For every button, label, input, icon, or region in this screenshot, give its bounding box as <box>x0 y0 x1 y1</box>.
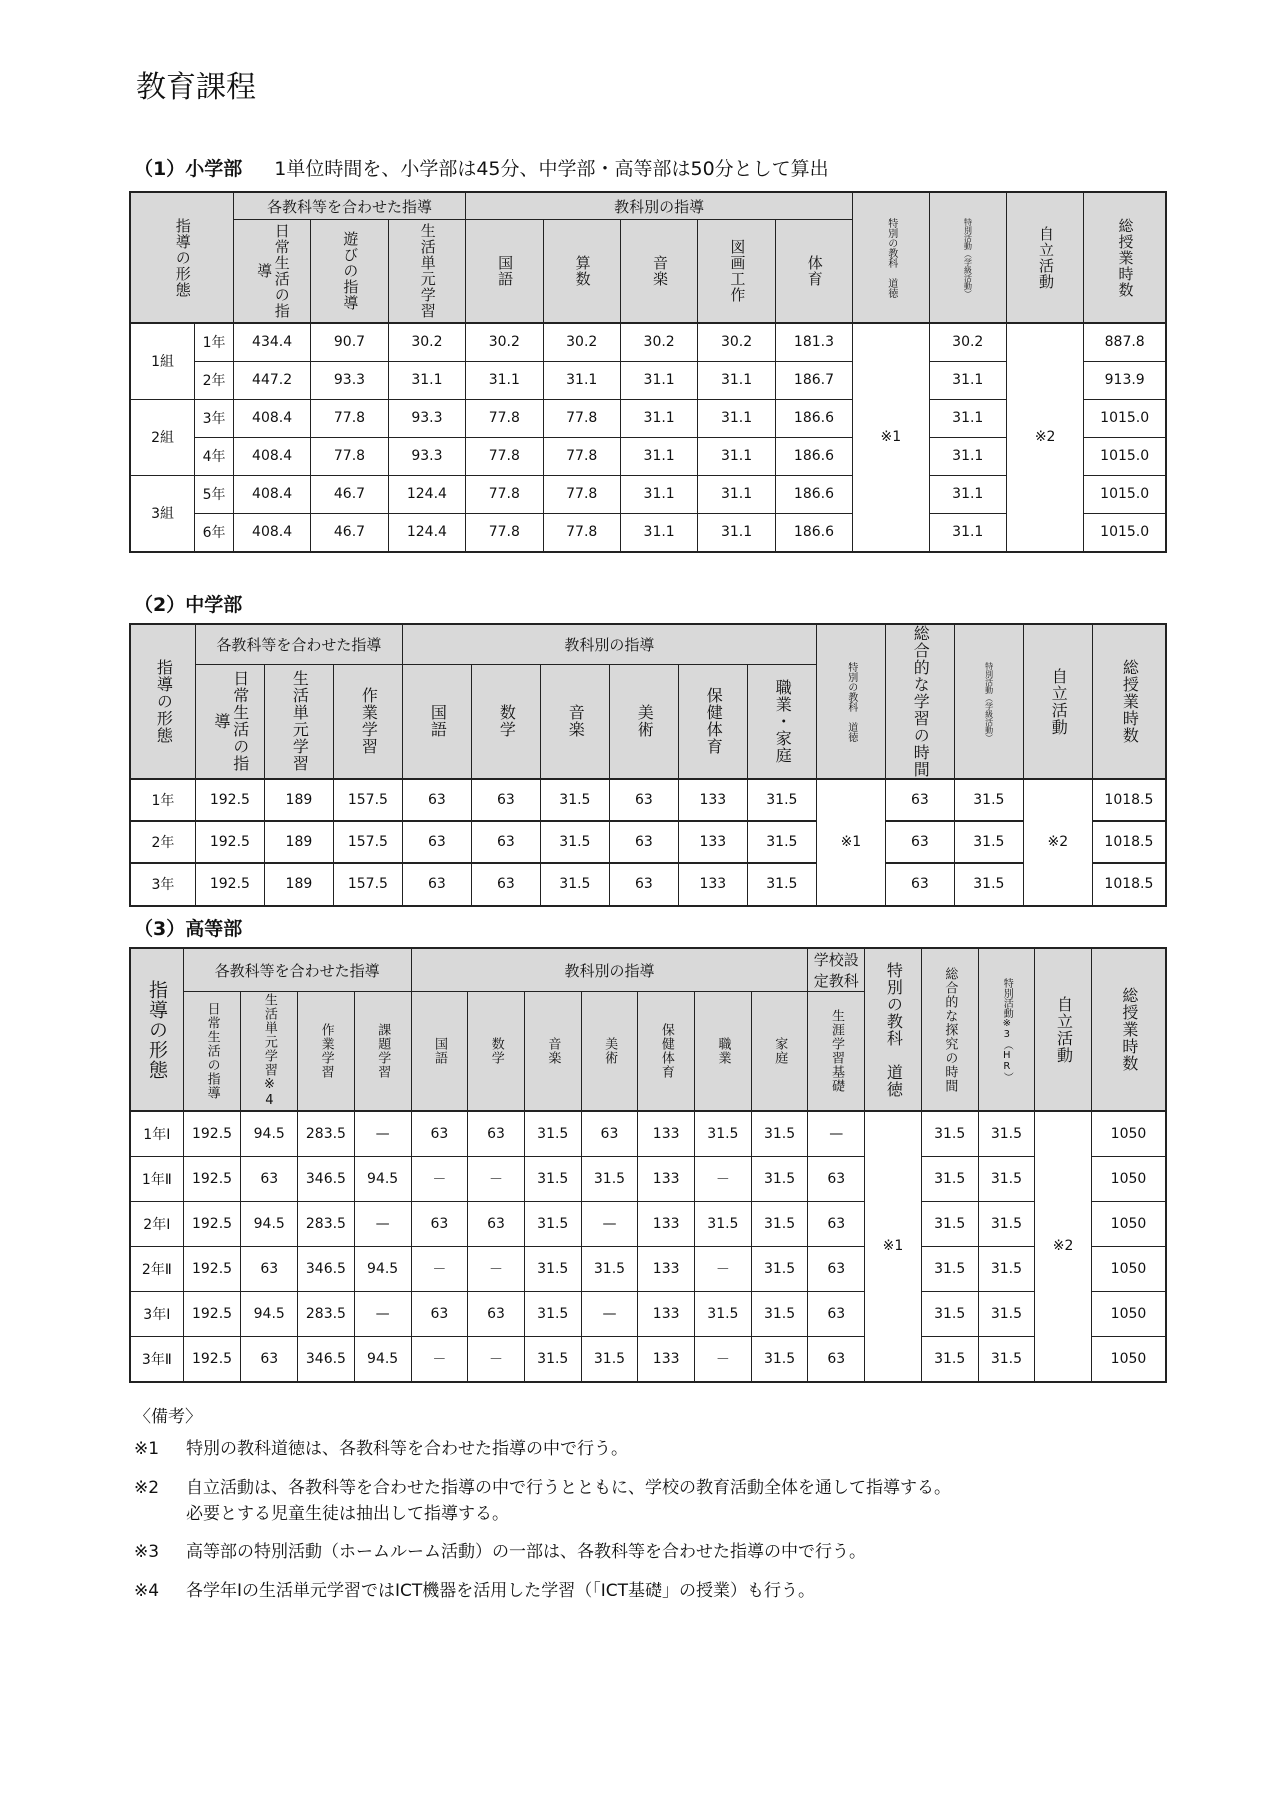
header-art: 美術 <box>609 664 678 779</box>
cell: 133 <box>638 1336 695 1381</box>
group-label: 3組 <box>131 475 195 551</box>
cell: － <box>695 1336 752 1381</box>
cell: 63 <box>411 1201 468 1246</box>
cell: 186.6 <box>775 399 852 437</box>
cell: 31.1 <box>620 475 697 513</box>
cell: 283.5 <box>298 1111 355 1156</box>
cell: － <box>695 1246 752 1291</box>
cell: 31.5 <box>751 1336 808 1381</box>
cell: 63 <box>885 863 954 905</box>
cell: － <box>468 1156 525 1201</box>
cell: — <box>581 1201 638 1246</box>
cell: — <box>581 1291 638 1336</box>
cell: 31.5 <box>921 1246 978 1291</box>
header-special: 特別活動※3（HR） <box>978 949 1035 1112</box>
cell: － <box>411 1246 468 1291</box>
cell: － <box>411 1336 468 1381</box>
header-combined: 各教科等を合わせた指導 <box>233 193 465 220</box>
cell: － <box>695 1156 752 1201</box>
cell: 31.1 <box>543 361 620 399</box>
cell: 31.5 <box>921 1336 978 1381</box>
cell: 77.8 <box>311 399 388 437</box>
remark-continuation: 必要とする児童生徒は抽出して指導する。 <box>186 1504 509 1525</box>
remark-item <box>134 1578 1134 1604</box>
header-total: 総授業時数 <box>1084 193 1166 324</box>
cell: 63 <box>402 779 471 821</box>
cell: 31.5 <box>695 1291 752 1336</box>
cell: 31.1 <box>698 437 775 475</box>
grade-label: 3年 <box>131 863 196 905</box>
remark-text: 自立活動は、各教科等を合わせた指導の中で行うとともに、学校の教育活動全体を通して指導する。 <box>186 1477 951 1498</box>
header-moral: 特別の教科 道徳 <box>853 193 929 324</box>
cell: 63 <box>402 821 471 863</box>
header-pe: 保健体育 <box>678 664 747 779</box>
page-title: 教育課程 <box>136 70 256 105</box>
cell: 189 <box>264 779 333 821</box>
cell: 63 <box>411 1291 468 1336</box>
cell: 63 <box>471 779 540 821</box>
cell: 283.5 <box>298 1201 355 1246</box>
cell: 31.5 <box>524 1336 581 1381</box>
cell: 77.8 <box>466 399 543 437</box>
remark-text: 特別の教科道徳は、各教科等を合わせた指導の中で行う。 <box>186 1439 628 1460</box>
header-inquiry: 総合的な探究の時間 <box>921 949 978 1112</box>
cell: 133 <box>638 1246 695 1291</box>
cell: 346.5 <box>298 1246 355 1291</box>
cell: 346.5 <box>298 1156 355 1201</box>
grade-label: 4年 <box>195 437 234 475</box>
cell: 192.5 <box>183 1156 241 1201</box>
cell: 77.8 <box>466 513 543 551</box>
cell: 63 <box>609 779 678 821</box>
cell: 1050 <box>1091 1111 1165 1156</box>
header-work: 作業学習 <box>333 664 402 779</box>
header-music: 音楽 <box>620 220 697 324</box>
header-art: 図画工作 <box>698 220 775 324</box>
header-school-set: 学校設定教科 <box>808 949 865 992</box>
cell: 408.4 <box>233 513 310 551</box>
header-life-unit: 生活単元学習※4 <box>241 992 298 1112</box>
cell: 133 <box>638 1291 695 1336</box>
header-combined: 各教科等を合わせた指導 <box>183 949 411 992</box>
cell: － <box>468 1246 525 1291</box>
high-curriculum-table <box>130 948 1166 1382</box>
cell: 31.1 <box>388 361 465 399</box>
cell: 31.5 <box>581 1246 638 1291</box>
cell: 1015.0 <box>1084 399 1166 437</box>
header-daily-life: 日常生活の指導 <box>183 992 241 1112</box>
header-daily-life: 日常生活の指導 <box>233 220 310 324</box>
cell: 63 <box>468 1291 525 1336</box>
header-play: 遊びの指導 <box>311 220 388 324</box>
cell: 31.5 <box>954 863 1023 905</box>
cell: 1015.0 <box>1084 475 1166 513</box>
header-subject: 教科別の指導 <box>466 193 853 220</box>
cell: 189 <box>264 821 333 863</box>
cell: 186.6 <box>775 475 852 513</box>
junior-curriculum-table <box>130 624 1166 906</box>
cell: 93.3 <box>388 437 465 475</box>
header-special: 特別活動（学級活動） <box>929 193 1006 324</box>
header-japanese: 国語 <box>411 992 468 1112</box>
header-jiritsu: 自立活動 <box>1006 193 1083 324</box>
cell: 63 <box>241 1246 298 1291</box>
cell: 30.2 <box>620 323 697 361</box>
cell: 94.5 <box>354 1156 411 1201</box>
cell: 46.7 <box>311 475 388 513</box>
cell: 30.2 <box>543 323 620 361</box>
cell: 77.8 <box>466 437 543 475</box>
header-japanese: 国語 <box>466 220 543 324</box>
cell: 31.1 <box>698 361 775 399</box>
cell: 913.9 <box>1084 361 1166 399</box>
cell: 1050 <box>1091 1156 1165 1201</box>
cell: 31.5 <box>978 1111 1035 1156</box>
cell: 31.1 <box>929 513 1006 551</box>
cell: 31.5 <box>921 1201 978 1246</box>
cell: 1018.5 <box>1092 821 1165 863</box>
cell: 63 <box>885 821 954 863</box>
cell: 63 <box>609 863 678 905</box>
section-title: （1）小学部 <box>134 158 243 180</box>
grade-label: 3年Ⅰ <box>131 1291 184 1336</box>
cell: 31.1 <box>620 399 697 437</box>
cell: 31.1 <box>929 475 1006 513</box>
cell: 77.8 <box>466 475 543 513</box>
cell: 31.5 <box>921 1291 978 1336</box>
grade-label: 6年 <box>195 513 234 551</box>
section-title: （2）中学部 <box>134 594 243 616</box>
cell: 63 <box>411 1111 468 1156</box>
cell: 31.5 <box>751 1201 808 1246</box>
cell: 31.5 <box>978 1291 1035 1336</box>
cell: 63 <box>471 863 540 905</box>
cell: — <box>354 1291 411 1336</box>
group-label: 2組 <box>131 399 195 475</box>
cell: 408.4 <box>233 399 310 437</box>
cell: 31.5 <box>695 1111 752 1156</box>
cell: 31.5 <box>747 863 816 905</box>
cell: 31.5 <box>751 1111 808 1156</box>
cell: 31.1 <box>929 437 1006 475</box>
cell: 31.1 <box>620 437 697 475</box>
header-form: 指導の形態 <box>131 193 234 324</box>
cell: 90.7 <box>311 323 388 361</box>
cell: 31.5 <box>978 1246 1035 1291</box>
cell: 31.5 <box>747 779 816 821</box>
header-pe: 体育 <box>775 220 852 324</box>
cell: 31.5 <box>921 1156 978 1201</box>
remark-mark: ※4 <box>134 1580 160 1601</box>
cell: 31.1 <box>466 361 543 399</box>
header-math: 算数 <box>543 220 620 324</box>
remark-text: 高等部の特別活動（ホームルーム活動）の一部は、各教科等を合わせた指導の中で行う。 <box>186 1542 866 1563</box>
cell: 93.3 <box>311 361 388 399</box>
cell: 434.4 <box>233 323 310 361</box>
cell: 31.1 <box>698 475 775 513</box>
header-special: 特別活動（学級活動） <box>954 625 1023 780</box>
cell: 192.5 <box>183 1291 241 1336</box>
cell: 31.1 <box>620 513 697 551</box>
cell: — <box>354 1201 411 1246</box>
remark-item <box>134 1436 1134 1462</box>
cell: 192.5 <box>195 863 264 905</box>
header-music: 音楽 <box>524 992 581 1112</box>
header-daily-life: 日常生活の指導 <box>195 664 264 779</box>
grade-label: 1年 <box>131 779 196 821</box>
cell: 31.1 <box>620 361 697 399</box>
cell: 1015.0 <box>1084 437 1166 475</box>
cell: 63 <box>808 1336 865 1381</box>
cell: 30.2 <box>466 323 543 361</box>
cell: 63 <box>468 1201 525 1246</box>
grade-label: 1年 <box>195 323 234 361</box>
header-career: 生涯学習基礎 <box>808 992 865 1112</box>
cell: 63 <box>581 1111 638 1156</box>
group-label: 1組 <box>131 323 195 399</box>
grade-label: 3年 <box>195 399 234 437</box>
header-home: 家庭 <box>751 992 808 1112</box>
cell: 408.4 <box>233 437 310 475</box>
header-life-unit: 生活単元学習 <box>264 664 333 779</box>
cell: 31.5 <box>581 1156 638 1201</box>
header-form: 指導の形態 <box>131 949 184 1112</box>
header-moral: 特別の教科 道徳 <box>816 625 885 780</box>
cell: 94.5 <box>241 1291 298 1336</box>
moral-note-cell: ※1 <box>865 1111 922 1381</box>
cell: 31.5 <box>695 1201 752 1246</box>
cell: 31.5 <box>524 1291 581 1336</box>
cell: 31.1 <box>698 399 775 437</box>
cell: 133 <box>678 863 747 905</box>
header-vocation: 職業 <box>695 992 752 1112</box>
cell: 1018.5 <box>1092 863 1165 905</box>
header-jiritsu: 自立活動 <box>1023 625 1092 780</box>
cell: 186.7 <box>775 361 852 399</box>
header-japanese: 国語 <box>402 664 471 779</box>
grade-label: 2年 <box>195 361 234 399</box>
cell: 186.6 <box>775 437 852 475</box>
cell: 31.5 <box>540 821 609 863</box>
remark-text: 各学年Ⅰの生活単元学習ではICT機器を活用した学習（「ICT基礎」の授業）も行う。 <box>186 1580 816 1601</box>
cell: 133 <box>638 1111 695 1156</box>
remark-item <box>134 1539 1134 1565</box>
cell: 94.5 <box>241 1111 298 1156</box>
cell: 63 <box>241 1156 298 1201</box>
header-life-unit: 生活単元学習 <box>388 220 465 324</box>
header-subject: 教科別の指導 <box>402 625 816 665</box>
header-pe: 保健体育 <box>638 992 695 1112</box>
section-heading-junior <box>134 590 242 617</box>
cell: 63 <box>609 821 678 863</box>
cell: 192.5 <box>183 1111 241 1156</box>
cell: 77.8 <box>543 437 620 475</box>
cell: 31.5 <box>751 1246 808 1291</box>
cell: 77.8 <box>543 513 620 551</box>
cell: 31.5 <box>524 1246 581 1291</box>
cell: 133 <box>678 821 747 863</box>
section-heading-elementary <box>134 154 829 181</box>
remark-mark: ※1 <box>134 1439 160 1460</box>
cell: 157.5 <box>333 821 402 863</box>
cell: 133 <box>638 1201 695 1246</box>
section-title: （3）高等部 <box>134 918 243 940</box>
cell: 31.5 <box>540 779 609 821</box>
remark-mark: ※3 <box>134 1542 160 1563</box>
cell: 63 <box>808 1201 865 1246</box>
cell: 189 <box>264 863 333 905</box>
cell: 1015.0 <box>1084 513 1166 551</box>
cell: 192.5 <box>183 1246 241 1291</box>
cell: － <box>411 1156 468 1201</box>
cell: 1050 <box>1091 1201 1165 1246</box>
cell: 77.8 <box>543 475 620 513</box>
cell: 31.5 <box>751 1291 808 1336</box>
cell: 31.1 <box>929 361 1006 399</box>
cell: 31.5 <box>540 863 609 905</box>
cell: 31.5 <box>581 1336 638 1381</box>
cell: 1050 <box>1091 1336 1165 1381</box>
cell: 30.2 <box>698 323 775 361</box>
cell: 31.5 <box>954 821 1023 863</box>
moral-note-cell: ※1 <box>816 779 885 905</box>
header-subject: 教科別の指導 <box>411 949 808 992</box>
cell: 94.5 <box>354 1336 411 1381</box>
cell: 94.5 <box>354 1246 411 1291</box>
header-work: 作業学習 <box>298 992 355 1112</box>
jiritsu-note-cell: ※2 <box>1023 779 1092 905</box>
cell: 94.5 <box>241 1201 298 1246</box>
cell: 887.8 <box>1084 323 1166 361</box>
cell: 93.3 <box>388 399 465 437</box>
header-math: 数学 <box>471 664 540 779</box>
cell: 1050 <box>1091 1246 1165 1291</box>
header-math: 数学 <box>468 992 525 1112</box>
cell: 63 <box>471 821 540 863</box>
cell: 133 <box>678 779 747 821</box>
header-task: 課題学習 <box>354 992 411 1112</box>
grade-label: 2年Ⅱ <box>131 1246 184 1291</box>
header-art: 美術 <box>581 992 638 1112</box>
cell: 31.5 <box>921 1111 978 1156</box>
cell: 63 <box>402 863 471 905</box>
cell: 1018.5 <box>1092 779 1165 821</box>
cell: 186.6 <box>775 513 852 551</box>
cell: 63 <box>808 1246 865 1291</box>
cell: 31.5 <box>524 1201 581 1246</box>
cell: 124.4 <box>388 475 465 513</box>
cell: 181.3 <box>775 323 852 361</box>
cell: 447.2 <box>233 361 310 399</box>
cell: 31.5 <box>524 1156 581 1201</box>
section-heading-high <box>134 914 242 941</box>
cell: 31.5 <box>751 1156 808 1201</box>
header-total: 総授業時数 <box>1091 949 1165 1112</box>
grade-label: 5年 <box>195 475 234 513</box>
grade-label: 1年Ⅱ <box>131 1156 184 1201</box>
cell: 31.5 <box>747 821 816 863</box>
cell: 192.5 <box>195 779 264 821</box>
cell: 63 <box>241 1336 298 1381</box>
cell: 157.5 <box>333 779 402 821</box>
cell: 30.2 <box>929 323 1006 361</box>
header-total: 総授業時数 <box>1092 625 1165 780</box>
cell: 346.5 <box>298 1336 355 1381</box>
moral-note-cell: ※1 <box>853 323 929 551</box>
grade-label: 1年Ⅰ <box>131 1111 184 1156</box>
cell: 192.5 <box>183 1336 241 1381</box>
header-integrated: 総合的な学習の時間 <box>885 625 954 780</box>
grade-label: 2年 <box>131 821 196 863</box>
cell: 63 <box>808 1156 865 1201</box>
cell: 30.2 <box>388 323 465 361</box>
jiritsu-note-cell: ※2 <box>1035 1111 1092 1381</box>
cell: 46.7 <box>311 513 388 551</box>
cell: 31.5 <box>978 1156 1035 1201</box>
header-moral: 特別の教科 道徳 <box>865 949 922 1112</box>
cell: 31.5 <box>524 1111 581 1156</box>
section-note: 1単位時間を、小学部は45分、中学部・高等部は50分として算出 <box>274 158 829 180</box>
cell: — <box>354 1111 411 1156</box>
grade-label: 3年Ⅱ <box>131 1336 184 1381</box>
cell: 63 <box>808 1291 865 1336</box>
cell: 157.5 <box>333 863 402 905</box>
remark-mark: ※2 <box>134 1477 160 1498</box>
cell: 124.4 <box>388 513 465 551</box>
cell: 31.5 <box>978 1201 1035 1246</box>
header-jiritsu: 自立活動 <box>1035 949 1092 1112</box>
cell: — <box>808 1111 865 1156</box>
header-form: 指導の形態 <box>131 625 196 780</box>
cell: 192.5 <box>195 821 264 863</box>
cell: － <box>468 1336 525 1381</box>
cell: 192.5 <box>183 1201 241 1246</box>
cell: 31.1 <box>929 399 1006 437</box>
grade-label: 2年Ⅰ <box>131 1201 184 1246</box>
cell: 31.5 <box>978 1336 1035 1381</box>
cell: 77.8 <box>543 399 620 437</box>
remarks-heading: 〈備考〉 <box>134 1407 202 1427</box>
header-vocation: 職業・家庭 <box>747 664 816 779</box>
cell: 408.4 <box>233 475 310 513</box>
cell: 77.8 <box>311 437 388 475</box>
remark-item <box>134 1475 1134 1528</box>
cell: 31.5 <box>954 779 1023 821</box>
header-combined: 各教科等を合わせた指導 <box>195 625 402 665</box>
jiritsu-note-cell: ※2 <box>1006 323 1083 551</box>
cell: 1050 <box>1091 1291 1165 1336</box>
cell: 283.5 <box>298 1291 355 1336</box>
cell: 31.1 <box>698 513 775 551</box>
cell: 63 <box>468 1111 525 1156</box>
cell: 63 <box>885 779 954 821</box>
elementary-curriculum-table <box>130 192 1166 552</box>
cell: 133 <box>638 1156 695 1201</box>
remarks <box>134 1404 1134 1616</box>
header-music: 音楽 <box>540 664 609 779</box>
